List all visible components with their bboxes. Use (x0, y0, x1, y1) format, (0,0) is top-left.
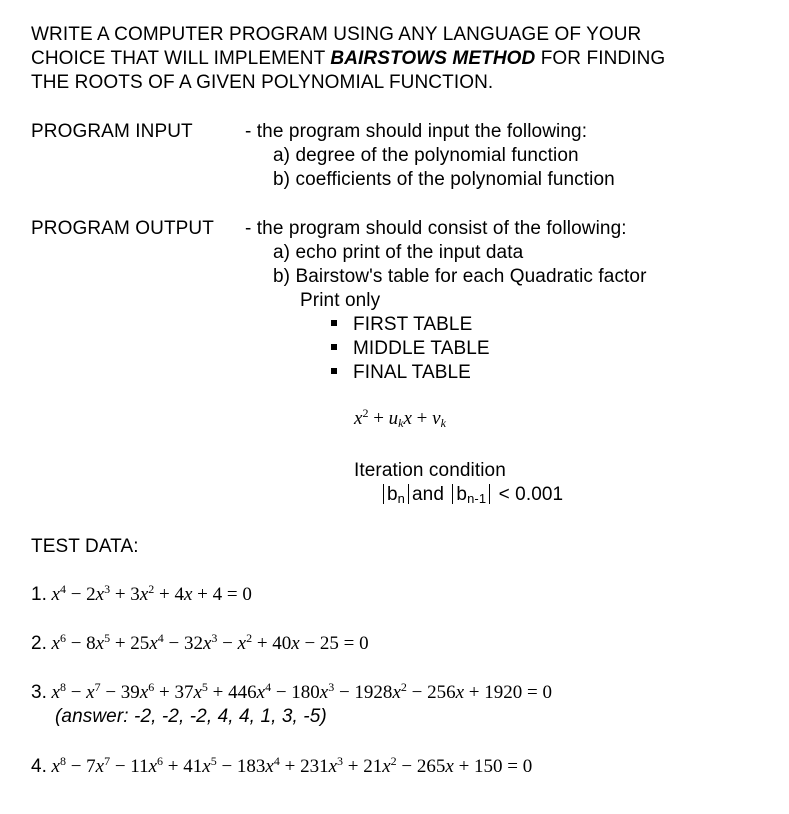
output-item-a: a) echo print of the input data (273, 242, 524, 263)
table-label: FIRST TABLE (353, 314, 473, 335)
quadratic-factor-formula: $x^2 + u_kx + v_k$ (354, 406, 446, 430)
iteration-condition: bn and bn-1 < 0.001 (380, 483, 563, 511)
input-item-a: a) degree of the polynomial function (273, 145, 579, 166)
iteration-label: Iteration condition (354, 460, 506, 481)
table-label: FINAL TABLE (353, 362, 471, 383)
abs-bar-icon (383, 484, 384, 504)
bullet-icon (331, 344, 337, 350)
method-name: BAIRSTOWS METHOD (330, 48, 536, 69)
abs-bar-icon (408, 484, 409, 504)
answer-3: (answer: -2, -2, -2, 4, 4, 1, 3, -5) (55, 706, 327, 727)
test-equation-1: 1. $x^4 - 2x^3 + 3x^2 + 4x + 4 = 0$ (31, 582, 252, 605)
header-line-2-pre: CHOICE THAT WILL IMPLEMENT (31, 48, 331, 69)
bullet-icon (331, 320, 337, 326)
abs-bar-icon (452, 484, 453, 504)
table-item-final (331, 361, 471, 385)
test-data-label: TEST DATA: (31, 536, 139, 557)
table-item-first (331, 313, 472, 337)
header-line-2-post: FOR FINDING (535, 48, 666, 69)
header-line-3: THE ROOTS OF A GIVEN POLYNOMIAL FUNCTION. (31, 72, 494, 93)
program-input-intro: - the program should input the following: (245, 121, 588, 142)
header-line-1: WRITE A COMPUTER PROGRAM USING ANY LANGUAGE OF YOUR (31, 24, 642, 45)
test-equation-2: 2. $x^6 - 8x^5 + 25x^4 - 32x^3 - x^2 + 40x - 25 = 0$ (31, 631, 369, 654)
test-equation-4: 4. $x^8 - 7x^7 - 11x^6 + 41x^5 - 183x^4 + 231x^3 + 21x^2 - 265x + 150 = 0$ (31, 754, 533, 777)
header-line-2 (31, 47, 665, 71)
bullet-icon (331, 368, 337, 374)
table-label: MIDDLE TABLE (353, 338, 490, 359)
abs-bar-icon (489, 484, 490, 504)
test-equation-3: 3. $x^8 - x^7 - 39x^6 + 37x^5 + 446x^4 - 180x^3 - 1928x^2 - 256x + 1920 = 0$ (31, 680, 552, 703)
output-item-b: b) Bairstow's table for each Quadratic factor (273, 266, 647, 287)
program-output-intro: - the program should consist of the following: (245, 218, 627, 239)
print-only: Print only (300, 290, 381, 311)
program-output-label: PROGRAM OUTPUT (31, 218, 214, 239)
input-item-b: b) coefficients of the polynomial function (273, 169, 615, 190)
table-item-middle (331, 337, 490, 361)
program-input-label: PROGRAM INPUT (31, 121, 193, 142)
